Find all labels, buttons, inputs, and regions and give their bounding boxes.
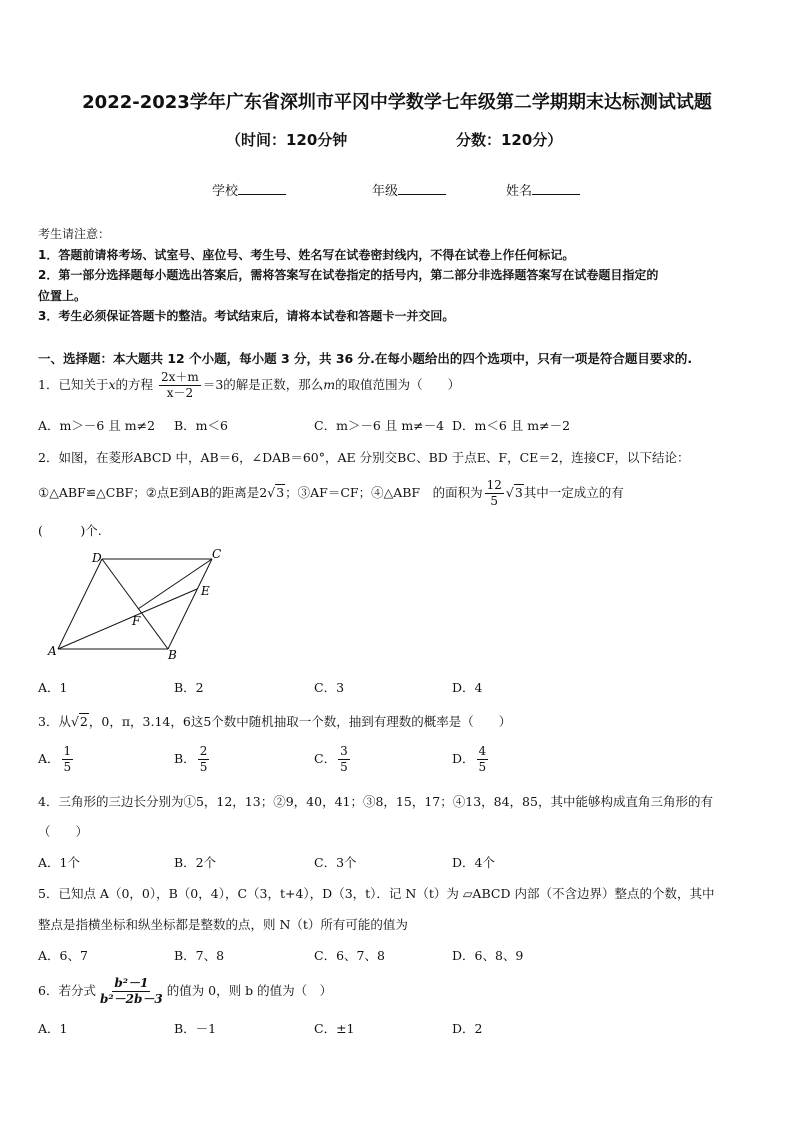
- q6-option-a[interactable]: A．1: [38, 1021, 68, 1036]
- notice-item-3: 3．考生必须保证答题卡的整洁。考试结束后，请将本试卷和答题卡一并交回。: [38, 309, 455, 323]
- label-c: C: [212, 547, 222, 561]
- q6-option-d[interactable]: D．2: [452, 1021, 483, 1036]
- name-label: 姓名: [506, 184, 533, 199]
- notice-item-1: 1．答题前请将考场、试室号、座位号、考生号、姓名写在试卷密封线内，不得在试卷上作任何标记。: [38, 247, 575, 262]
- q3-option-a[interactable]: A． $\frac{1}{5}$: [38, 744, 72, 774]
- grade-blank[interactable]: [398, 182, 446, 195]
- q6-fraction: $\frac{\text{b²－1}}{\text{b²－2b－3}}$: [99, 976, 163, 1006]
- q1-option-d[interactable]: D．m＜6 且 m≠－2: [452, 418, 571, 433]
- q5-option-d[interactable]: D．6、8、9: [452, 948, 524, 963]
- q4-option-d[interactable]: D．4个: [452, 855, 495, 870]
- school-label: 学校: [212, 184, 239, 199]
- question-2-line-1: 2．如图，在菱形ABCD 中，AB＝6，∠DAB＝60°，AE 分别交BC、BD 于点E、F，CE＝2，连接CF，以下结论：: [38, 450, 690, 465]
- q1-option-a[interactable]: A．m＞－6 且 m≠2: [38, 418, 156, 433]
- grade-field[interactable]: [372, 180, 446, 199]
- question-4-line-2: （ ）: [38, 824, 89, 839]
- q2-option-b[interactable]: B．2: [174, 680, 204, 695]
- school-blank[interactable]: [238, 182, 286, 195]
- label-a: A: [48, 644, 57, 658]
- question-2-line-3: ( )个.: [38, 523, 102, 538]
- question-4-line-1: 4．三角形的三边长分别为①5，12，13；②9，40，41；③8，15，17；④13，84，85，其中能够构成直角三角形的有: [38, 794, 713, 809]
- section-1-heading: 一、选择题：本大题共 12 个小题，每小题 3 分，共 36 分.在每小题给出的四个选项中，只有一项是符合题目要求的.: [38, 351, 693, 366]
- rhombus-figure: [40, 545, 240, 665]
- notice-block: [38, 224, 758, 327]
- question-5-line-1: 5．已知点 A（0，0），B（0，4），C（3，t+4），D（3，t）．记 N（t）为 ▱ABCD 内部（不含边界）整点的个数，其中: [38, 886, 715, 901]
- question-1: 1．已知关于x的方程 $\frac{2x+m}{x-2}$ ＝3的解是正数，那么m的取值范围为（ ）: [38, 370, 461, 400]
- grade-label: 年级: [372, 184, 399, 199]
- q1-fraction: $\frac{2x+m}{x-2}$: [161, 370, 199, 400]
- name-field[interactable]: [506, 180, 580, 199]
- q4-option-c[interactable]: C．3个: [314, 855, 357, 870]
- score-label: 分数：120分）: [456, 131, 563, 149]
- notice-heading: 考生请注意：: [38, 227, 111, 241]
- exam-title: 2022-2023学年广东省深圳市平冈中学数学七年级第二学期期末达标测试试题: [82, 92, 712, 113]
- name-blank[interactable]: [532, 182, 580, 195]
- notice-item-2: 2．第一部分选择题每小题选出答案后，需将答案写在试卷指定的括号内，第二部分非选择题答案写在试卷题目指定的: [38, 268, 659, 282]
- q3-option-b[interactable]: B． $\frac{2}{5}$: [174, 744, 208, 774]
- school-field[interactable]: [212, 180, 286, 199]
- q5-option-c[interactable]: C．6、7、8: [314, 948, 385, 963]
- edge-bc: [168, 559, 212, 649]
- sqrt-symbol: √3: [505, 485, 523, 500]
- q2-area-fraction: $\frac{12}{5}$: [486, 478, 502, 508]
- q3-option-d[interactable]: D． $\frac{4}{5}$: [452, 744, 487, 774]
- q5-option-b[interactable]: B．7、8: [174, 948, 225, 963]
- q5-option-a[interactable]: A．6、7: [38, 948, 88, 963]
- q4-option-a[interactable]: A．1个: [38, 855, 80, 870]
- q1-option-c[interactable]: C．m＞－6 且 m≠－4: [314, 418, 445, 433]
- label-e: E: [201, 584, 210, 598]
- sqrt-symbol: √3: [267, 485, 285, 500]
- edge-da: [58, 559, 102, 649]
- segment-ae: [58, 589, 197, 649]
- question-3: 3．从√2，0，π，3.14，6这5个数中随机抽取一个数，抽到有理数的概率是（ ）: [38, 714, 512, 729]
- label-d: D: [92, 551, 102, 565]
- question-5-line-2: 整点是指横坐标和纵坐标都是整数的点，则 N（t）所有可能的值为: [38, 917, 408, 932]
- diagonal-db: [102, 559, 168, 649]
- q3-option-c[interactable]: C． $\frac{3}{5}$: [314, 744, 348, 774]
- q1-option-b[interactable]: B．m＜6: [174, 418, 228, 433]
- q6-option-c[interactable]: C．±1: [314, 1021, 355, 1036]
- q2-option-a[interactable]: A．1: [38, 680, 68, 695]
- q2-option-d[interactable]: D．4: [452, 680, 483, 695]
- question-2-line-2: ①△ABF≌△CBF；②点E到AB的距离是2√3；③AF＝CF；④△ABF 的面积为 $\frac{12}{5}$ √3其中一定成立的有: [38, 478, 624, 508]
- label-f: F: [132, 614, 141, 628]
- q4-option-b[interactable]: B．2个: [174, 855, 217, 870]
- sqrt-symbol: √2: [70, 714, 88, 729]
- q2-option-c[interactable]: C．3: [314, 680, 345, 695]
- question-6: 6．若分式 $\frac{\text{b²－1}}{\text{b²－2b－3}}$ 的值为 0，则 b 的值为（ ）: [38, 976, 333, 1006]
- q6-option-b[interactable]: B．－1: [174, 1021, 217, 1036]
- label-b: B: [168, 648, 177, 662]
- time-label: （时间：120分钟: [226, 131, 348, 149]
- notice-item-2-cont: 位置上。: [38, 288, 87, 303]
